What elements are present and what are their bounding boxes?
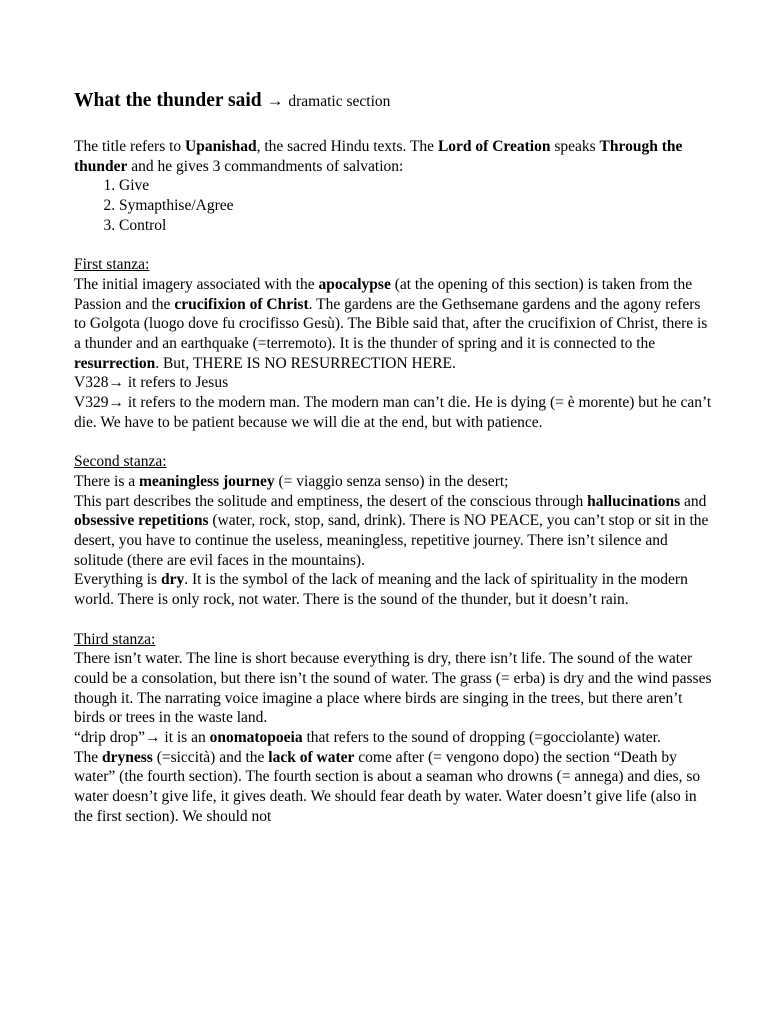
title-subtitle: dramatic section [288,93,391,110]
document-page [74,88,714,827]
arrow-icon: → [145,729,161,747]
arrow-icon: → [108,374,124,392]
second-stanza-heading: Second stanza: [74,453,167,471]
intro-paragraph: The title refers to Upanishad, the sacred Hindu texts. The Lord of Creation speaks Through the thunder and he gives 3 commandments of salvation: [74,138,683,175]
second-stanza-paragraph-3: Everything is dry. It is the symbol of the lack of meaning and the lack of spirituality in the modern world. There is only rock, not water. There is the sound of the thunder, but it doesn’t rain. [74,571,688,609]
second-stanza-paragraph-2: This part describes the solitude and emptiness, the desert of the conscious through hallucinations and obsessive repetitions (water, rock, stop, sand, drink). There is NO PEACE, you can’t stop or sit in the desert, you have to continue the useless, meaningless, repetitive journey. There isn’t silence and solitude (there are evil faces in the mountains). [74,492,709,569]
list-item: 1. Give [119,176,714,196]
title-main: What the thunder said [74,90,262,111]
third-stanza-paragraph-1: There isn’t water. The line is short because everything is dry, there isn’t life. The sound of the water could be a consolation, but there isn’t the sound of water. The grass (= erba) is dry and the wind passes though it. The narrating voice imagine a place where birds are singing in the trees, but there aren’t birds or trees in the waste land. [74,650,712,727]
arrow-icon: → [266,91,284,110]
second-stanza-paragraph-1: There is a meaningless journey (= viaggio senza senso) in the desert; [74,472,509,490]
third-stanza-paragraph-2: “drip drop”→ it is an onomatopoeia that refers to the sound of dropping (=gocciolante) water. [74,729,661,747]
first-stanza-paragraph: The initial imagery associated with the apocalypse (at the opening of this section) is taken from the Passion and the crucifixion of Christ. The gardens are the Gethsemane gardens and the agony refers to Golgota (luogo dove fu crocifisso Gesù). The Bible said that, after the crucifixion of Christ, there is a thunder and an earthquake (=terremoto). It is the thunder of spring and it is connected to the resurrection. But, THERE IS NO RESURRECTION HERE. [74,275,708,372]
v328-note: V328→ it refers to Jesus [74,374,229,392]
v329-note: V329→ it refers to the modern man. The modern man can’t die. He is dying (= è morente) but he can’t die. We have to be patient because we will die at the end, but with patience. [74,394,712,431]
first-stanza-heading: First stanza: [74,256,150,274]
arrow-icon: → [108,394,124,412]
list-item: 2. Symapthise/Agree [119,196,714,216]
document-title [74,88,714,115]
list-item: 3. Control [119,216,714,236]
third-stanza-heading: Third stanza: [74,630,156,648]
third-stanza-paragraph-3: The dryness (=siccità) and the lack of water come after (= vengono dopo) the section “Death by water” (the fourth section). The fourth section is about a seaman who drowns (= annega) and dies, so water doesn’t give life, it gives death. We should fear death by water. Water doesn’t give life (also in the first section). We should not [74,748,701,825]
commandments-list [74,176,714,235]
